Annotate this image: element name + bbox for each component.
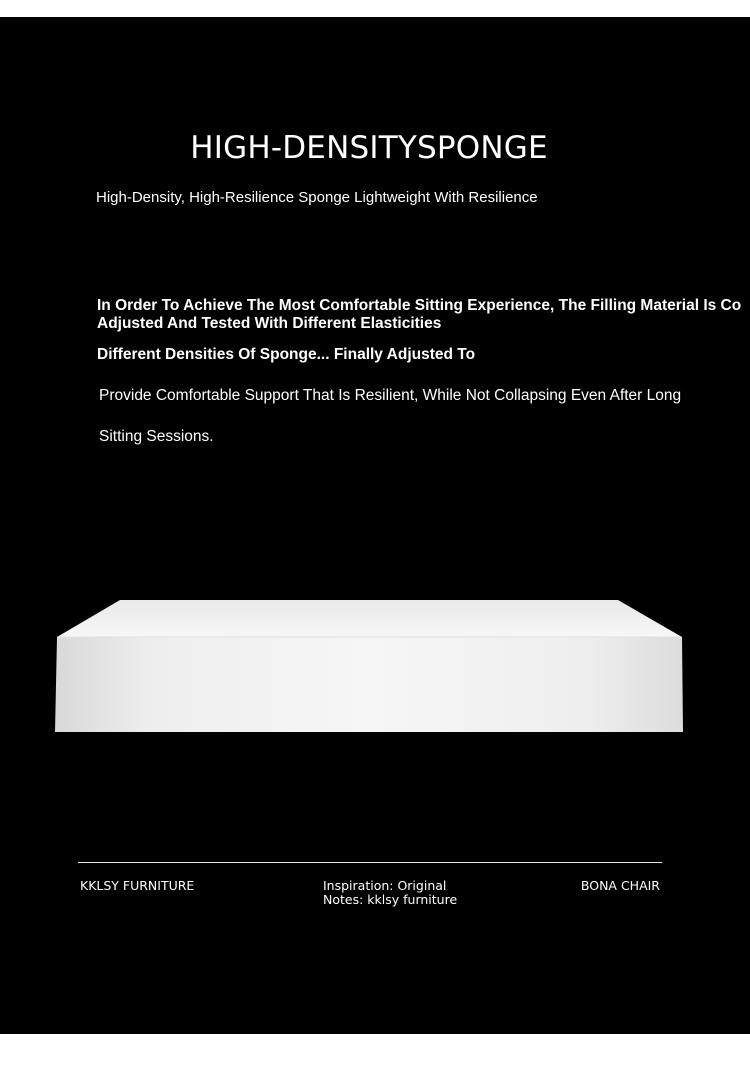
- page-title: HIGH-DENSITYSPONGE: [190, 130, 548, 166]
- description-line-5: Sitting Sessions.: [99, 428, 214, 445]
- description-line-2: Adjusted And Tested With Different Elasticities: [97, 315, 442, 332]
- brand-label: KKLSY FURNITURE: [80, 878, 195, 893]
- footer-divider: [78, 862, 662, 863]
- description-line-3: Different Densities Of Sponge... Finally Adjusted To: [97, 346, 476, 363]
- product-label: BONA CHAIR: [580, 878, 660, 893]
- inspiration-label: Inspiration: Original: [323, 878, 447, 893]
- description-line-1: In Order To Achieve The Most Comfortable Sitting Experience, The Filling Material Is Co: [97, 297, 742, 314]
- feature-panel: [0, 17, 750, 1034]
- notes-label: Notes: kklsy furniture: [323, 892, 458, 907]
- sponge-image: [54, 599, 684, 735]
- sponge-front-face: [55, 637, 683, 732]
- info-block: [323, 879, 457, 907]
- subtitle: High-Density, High-Resilience Sponge Lightweight With Resilience: [96, 189, 538, 206]
- sponge-top-face: [57, 600, 682, 637]
- description-paragraph: [97, 297, 741, 333]
- description-line-4: Provide Comfortable Support That Is Resilient, While Not Collapsing Even After Long: [99, 387, 682, 404]
